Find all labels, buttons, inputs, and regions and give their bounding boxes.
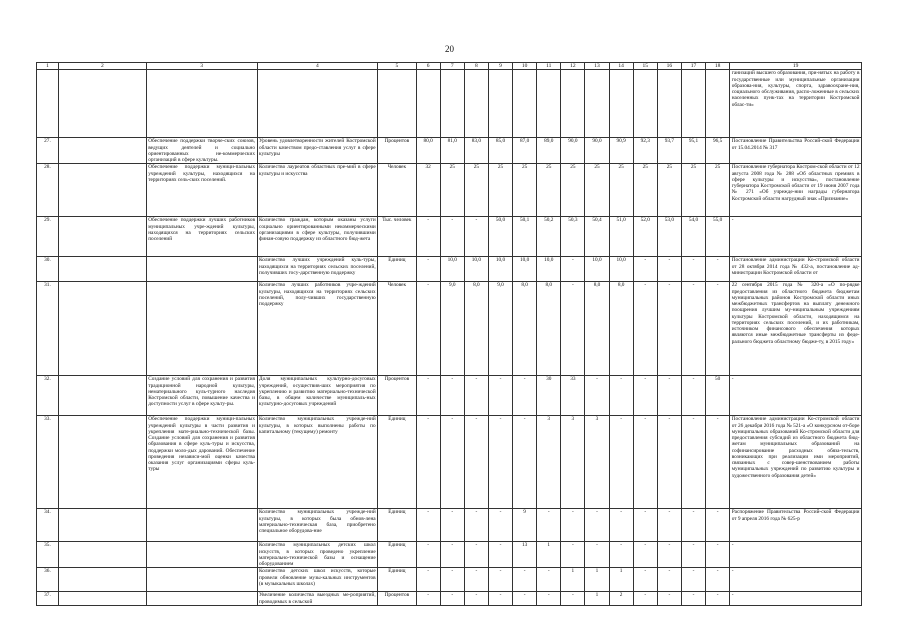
header-cell: 18: [706, 63, 730, 70]
table-cell: 30.: [37, 257, 59, 282]
table-cell: 9: [513, 509, 537, 542]
table-cell: 1: [585, 568, 609, 592]
table-cell: -: [609, 376, 633, 416]
table-cell: -: [681, 257, 705, 282]
table-cell: 50,3: [561, 217, 585, 257]
table-cell: 34.: [37, 509, 59, 542]
table-cell: -: [730, 568, 862, 592]
table-cell: 50: [706, 376, 730, 416]
table-cell: 32: [416, 164, 440, 217]
table-cell: 50,1: [513, 217, 537, 257]
table-cell: 25: [513, 164, 537, 217]
table-cell: Количество лауреатов областных пре-мий в сфере культуры и искусства: [257, 164, 378, 217]
header-cell: 11: [537, 63, 561, 70]
table-cell: [58, 138, 146, 164]
table-cell: -: [416, 509, 440, 542]
table-cell: Количество муниципальных детских школ искусств, в которых проведено укрепление материально-технической базы и оснащение оборудованием: [259, 542, 376, 568]
table-cell: Количество муниципальных учрежде-ний культуры, в которых выполнены работы по капитальному (текущему) ремонту: [257, 416, 378, 509]
table-cell: 31.: [37, 282, 59, 376]
table-cell: -: [633, 568, 657, 592]
table-cell: -: [730, 542, 862, 568]
table-cell: 10,0: [609, 257, 633, 282]
table-cell: -: [633, 509, 657, 542]
table-cell: [488, 70, 512, 138]
table-cell: 8,0: [537, 282, 561, 376]
table-cell: 28.: [37, 164, 59, 217]
table-cell: Постановление администрации Ко-стромской области от 26 декабря 2016 года № 521-а «О конкурсном от-боре муниципальных образований Ко-стромской области для предоставления субсидий из областного бюджета бюд-жетам муниципальных образований на софинансирование расходных обяза-тельств, возникающих при реализации ими мероприятий, связанных с совер-шенствованием работы муниципальных учреждений по развитию культуры и художественного образования детей»: [730, 416, 862, 509]
table-cell: -: [706, 542, 730, 568]
table-cell: Обеспечение поддержки творче-ских союзов, ведущих деятелей и социально ориентированных не-коммерческих организаций в сфере культуры.: [148, 138, 255, 164]
table-cell: 25: [488, 164, 512, 217]
table-cell: [464, 70, 488, 138]
table-cell: [146, 257, 257, 282]
table-cell: -: [681, 592, 705, 606]
table-cell: -: [706, 257, 730, 282]
table-cell: 53,0: [657, 217, 681, 257]
table-cell: [146, 70, 257, 138]
table-cell: Постановление губернатора Костром-ской области от 12 августа 2008 года № 288 «Об областных премиях в сфере культуры и искусства», постановление губернатора Костромской области от 19 июня 2007 года № 271 «Об учрежде-нии награды губернатора Костромской области нагрудный знак «Признание»: [730, 164, 862, 217]
table-cell: 90,0: [561, 138, 585, 164]
table-cell: 50,2: [537, 217, 561, 257]
table-cell: 32.: [37, 376, 59, 416]
table-cell: 8,0: [464, 282, 488, 376]
table-cell: -: [440, 376, 464, 416]
table-cell: -: [537, 568, 561, 592]
table-cell: -: [706, 568, 730, 592]
table-cell: Тыс. человек: [378, 217, 416, 257]
table-cell: [513, 70, 537, 138]
table-row: [37, 70, 862, 138]
table-cell: 22 сентября 2015 года № 320-а «О по-рядке предоставления из областного бюджета бюджетам муниципальных районов Костромской области иных межбюджетных трансфертов на выплату денежного поощрения лучшим му-ниципальным учреждениям культуры Костромской области, находящимся на территориях сельских поселений, и их работникам, источником финансового обеспечения которых являются иные межбюджетные трансферты из феде-рального бюджета областному бюдже-ту, в 2015 году»: [730, 282, 862, 376]
table-cell: 1: [585, 592, 609, 606]
table-cell: 1: [561, 568, 585, 592]
table-cell: -: [561, 509, 585, 542]
table-cell: ганизаций высшего образования, при-нятых на работу в государственные или муниципальные организации образова-ния, культуры, спорта, здравоохране-ния, социального обслуживания, распо-ложенные в сельских населенных пунк-тах на территории Костромской облас-ти»: [730, 70, 862, 138]
table-cell: -: [633, 416, 657, 509]
table-cell: 81,0: [440, 138, 464, 164]
header-cell: 4: [257, 63, 378, 70]
header-cell: 9: [488, 63, 512, 70]
page-number: 20: [445, 44, 454, 54]
table-cell: -: [488, 592, 512, 606]
table-cell: 27.: [37, 138, 59, 164]
table-cell: [146, 568, 257, 592]
header-cell: 1: [37, 63, 59, 70]
header-cell: 3: [146, 63, 257, 70]
table-cell: 36.: [37, 568, 59, 592]
table-cell: -: [561, 257, 585, 282]
table-cell: -: [464, 416, 488, 509]
table-cell: [561, 70, 585, 138]
table-cell: [58, 568, 146, 592]
table-cell: Постановление администрации Ко-стромской области от 28 октября 2014 года № 432-а, постановление ад-министрации Костромской области от: [730, 257, 862, 282]
header-cell: 13: [585, 63, 609, 70]
table-cell: -: [416, 568, 440, 592]
header-cell: 2: [58, 63, 146, 70]
table-cell: Процентов: [378, 592, 416, 606]
table-cell: -: [440, 416, 464, 509]
table-cell: 3: [561, 416, 585, 509]
table-cell: 90,9: [609, 138, 633, 164]
table-cell: [706, 70, 730, 138]
table-cell: -: [657, 592, 681, 606]
table-cell: [58, 592, 146, 606]
table-cell: -: [730, 376, 862, 416]
table-cell: -: [657, 257, 681, 282]
table-cell: [58, 257, 146, 282]
table-cell: -: [513, 416, 537, 509]
header-cell: 14: [609, 63, 633, 70]
table-cell: 55,0: [706, 217, 730, 257]
table-cell: Процентов: [378, 138, 416, 164]
table-cell: -: [416, 592, 440, 606]
table-cell: -: [416, 542, 440, 568]
table-cell: 10,0: [488, 257, 512, 282]
table-cell: -: [706, 592, 730, 606]
table-cell: Обеспечение поддержки муници-пальных учреждений культуры в части развития и укрепления мате-риально-технической базы. Создание условий для сохранения и развития образования в сфере куль-туры и искусства, поддержки моло-дых дарований. Обеспечение проведения независи-мой оценки качества оказания услуг организациями сферы куль-туры: [146, 416, 257, 509]
table-cell: -: [657, 509, 681, 542]
table-cell: -: [730, 592, 862, 606]
table-cell: Доля муниципальных культурно-досуговых учреждений, осуществив-ших мероприятия по укреплению и развитию материально-технической базы, в общем количестве муниципаль-ных культурно-досуговых учреждений: [257, 376, 378, 416]
table-cell: 9,0: [440, 282, 464, 376]
table-cell: -: [681, 542, 705, 568]
table-cell: 37.: [37, 592, 59, 606]
table-cell: 35.: [37, 542, 59, 568]
table-cell: -: [681, 282, 705, 376]
header-cell: 8: [464, 63, 488, 70]
indicators-table: [36, 62, 862, 606]
table-cell: -: [537, 509, 561, 542]
table-cell: 2: [609, 592, 633, 606]
table-cell: [146, 282, 257, 376]
table-cell: -: [561, 282, 585, 376]
table-cell: -: [561, 542, 585, 568]
table-cell: -: [464, 568, 488, 592]
table-cell: [58, 164, 146, 217]
table-cell: [146, 509, 257, 542]
table-cell: 50,0: [488, 217, 512, 257]
table-cell: -: [657, 416, 681, 509]
table-cell: Количество лучших учреждений куль-туры, находящихся на территориях сельских поселений, получивших госу-дарственную поддержку: [257, 257, 378, 282]
table-cell: -: [488, 542, 512, 568]
table-row: [37, 164, 862, 217]
table-cell: 96,5: [706, 138, 730, 164]
table-cell: -: [440, 217, 464, 257]
table-cell: -: [609, 416, 633, 509]
table-row: [37, 568, 862, 592]
table-cell: -: [633, 257, 657, 282]
table-cell: -: [416, 217, 440, 257]
table-cell: 85,0: [488, 138, 512, 164]
table-cell: -: [730, 217, 862, 257]
table-row: [37, 542, 862, 568]
table-cell: Обеспечение поддержки муници-пальных учреждений культуры, находящихся на территориях сель-ских поселений.: [146, 164, 257, 217]
table-cell: Создание условий для сохранения и развития традиционной народной культуры, нематериального куль-турного наследия Костромской области, повышение качества и доступности услуг в сфере культу-ры.: [146, 376, 257, 416]
table-cell: -: [513, 568, 537, 592]
table-cell: Уровень удовлетворенности жителей Костромской области качеством предо-ставления услуг в сфере культуры: [257, 138, 378, 164]
table-cell: Единиц: [378, 568, 416, 592]
table-cell: 25: [609, 164, 633, 217]
table-cell: 52,0: [633, 217, 657, 257]
table-cell: 3: [585, 416, 609, 509]
table-cell: 25: [464, 164, 488, 217]
table-cell: [58, 282, 146, 376]
table-cell: 92,3: [633, 138, 657, 164]
table-cell: 29.: [37, 217, 59, 257]
table-cell: [58, 217, 146, 257]
table-row: [37, 282, 862, 376]
table-cell: -: [537, 592, 561, 606]
table-cell: [58, 542, 146, 568]
table-cell: 87,0: [513, 138, 537, 164]
table-cell: -: [464, 376, 488, 416]
table-cell: -: [609, 509, 633, 542]
table-row: [37, 257, 862, 282]
table-cell: -: [416, 282, 440, 376]
header-cell: 19: [730, 63, 862, 70]
table-cell: -: [633, 376, 657, 416]
table-cell: 33: [561, 376, 585, 416]
table-cell: [58, 70, 146, 138]
table-cell: 83,0: [464, 138, 488, 164]
table-cell: Количество муниципальных учрежде-ний культуры, в которых была обнов-лена материально-техническая база, приобретено специальное оборудова-ние: [257, 509, 378, 542]
table-cell: 90,0: [585, 138, 609, 164]
header-cell: 17: [681, 63, 705, 70]
table-cell: -: [416, 376, 440, 416]
table-cell: -: [706, 282, 730, 376]
table-cell: 25: [633, 164, 657, 217]
table-cell: 25: [681, 164, 705, 217]
table-cell: -: [633, 542, 657, 568]
table-cell: -: [561, 592, 585, 606]
table-cell: [58, 416, 146, 509]
table-cell: -: [585, 542, 609, 568]
table-cell: 25: [561, 164, 585, 217]
table-cell: 8,0: [609, 282, 633, 376]
table-row: [37, 416, 862, 509]
table-cell: -: [488, 568, 512, 592]
table-cell: 51,0: [609, 217, 633, 257]
table-cell: [609, 70, 633, 138]
header-cell: 10: [513, 63, 537, 70]
table-cell: 54,0: [681, 217, 705, 257]
table-cell: Количество граждан, которым оказаны услуги социально ориентированными некоммерческими организациями в сфере культуры, получившими финан-совую поддержку из областного бюд-жета: [257, 217, 378, 257]
table-cell: 10,0: [464, 257, 488, 282]
header-cell: 6: [416, 63, 440, 70]
table-row: [37, 509, 862, 542]
table-cell: [633, 70, 657, 138]
table-cell: Человек: [378, 282, 416, 376]
table-cell: 10,0: [440, 257, 464, 282]
table-cell: -: [440, 568, 464, 592]
table-cell: 10,0: [537, 257, 561, 282]
table-cell: [681, 70, 705, 138]
table-cell: [416, 70, 440, 138]
table-cell: -: [706, 416, 730, 509]
table-cell: 50,4: [585, 217, 609, 257]
table-cell: [146, 542, 257, 568]
table-cell: 80,0: [416, 138, 440, 164]
table-cell: [378, 70, 416, 138]
table-cell: -: [416, 416, 440, 509]
header-cell: 12: [561, 63, 585, 70]
table-cell: -: [513, 376, 537, 416]
table-cell: -: [585, 376, 609, 416]
table-cell: Распоряжение Правительства Россий-ской Федерации от 9 апреля 2016 года № 625-р: [730, 509, 862, 542]
header-cell: 16: [657, 63, 681, 70]
table-cell: [537, 70, 561, 138]
table-cell: -: [488, 509, 512, 542]
header-cell: 15: [633, 63, 657, 70]
table-cell: [257, 70, 378, 138]
table-cell: 8,0: [513, 282, 537, 376]
table-cell: 8,0: [585, 282, 609, 376]
table-cell: -: [706, 509, 730, 542]
table-row: [37, 592, 862, 606]
table-cell: [37, 70, 59, 138]
table-cell: [58, 376, 146, 416]
table-cell: -: [464, 509, 488, 542]
table-cell: Единиц: [378, 509, 416, 542]
table-row: [37, 217, 862, 257]
table-cell: Количество детских школ искусств, которые провели обновление музы-кальных инструментов (в музыкальных школах): [257, 568, 378, 592]
table-cell: [146, 592, 257, 606]
table-row: [37, 376, 862, 416]
table-cell: -: [657, 542, 681, 568]
table-cell: Обеспечение поддержки лучших работников муниципальных учре-ждений культуры, находящихся на территориях сельских поселений: [146, 217, 257, 257]
table-cell: 10,0: [585, 257, 609, 282]
table-cell: 1: [537, 542, 561, 568]
table-cell: -: [633, 592, 657, 606]
table-cell: 30: [537, 376, 561, 416]
table-cell: -: [657, 568, 681, 592]
header-row: [37, 63, 862, 70]
table-cell: [585, 70, 609, 138]
table-cell: 95,1: [681, 138, 705, 164]
table-cell: -: [681, 568, 705, 592]
table-cell: -: [440, 592, 464, 606]
table-cell: Единиц: [378, 542, 416, 568]
table-cell: -: [513, 592, 537, 606]
table-cell: Человек: [378, 164, 416, 217]
table-cell: 13: [513, 542, 537, 568]
table-cell: [657, 70, 681, 138]
table-cell: -: [416, 257, 440, 282]
table-cell: Постановление Правительства Россий-ской Федерации от 15.04.2014 № 317: [730, 138, 862, 164]
table-cell: 25: [537, 164, 561, 217]
table-cell: 25: [440, 164, 464, 217]
table-cell: -: [585, 509, 609, 542]
table-cell: -: [657, 376, 681, 416]
table-row: [37, 138, 862, 164]
table-cell: Увеличение количества выездных ме-роприятий, проводимых в сельской: [259, 592, 376, 605]
table-cell: 10,0: [513, 257, 537, 282]
table-cell: Процентов: [378, 376, 416, 416]
table-cell: -: [464, 542, 488, 568]
table-cell: [440, 70, 464, 138]
table-cell: 9,0: [488, 282, 512, 376]
table-cell: 1: [609, 568, 633, 592]
table-cell: -: [681, 376, 705, 416]
table-cell: 25: [706, 164, 730, 217]
table-cell: -: [681, 416, 705, 509]
table-cell: -: [681, 509, 705, 542]
table-cell: 33.: [37, 416, 59, 509]
table-cell: 93,7: [657, 138, 681, 164]
header-cell: 7: [440, 63, 464, 70]
header-cell: 5: [378, 63, 416, 70]
table-cell: -: [609, 542, 633, 568]
table-cell: 25: [657, 164, 681, 217]
table-cell: -: [633, 282, 657, 376]
table-cell: -: [440, 542, 464, 568]
table-cell: [58, 509, 146, 542]
table-cell: 25: [585, 164, 609, 217]
table-cell: Количество лучших работников учре-ждений культуры, находящихся на территориях сельских поселений, полу-чивших государственную поддержку: [257, 282, 378, 376]
table-cell: -: [657, 282, 681, 376]
table-cell: -: [464, 217, 488, 257]
table-cell: 89,0: [537, 138, 561, 164]
table-cell: Единиц: [378, 416, 416, 509]
table-cell: -: [488, 416, 512, 509]
table-cell: -: [440, 509, 464, 542]
table-cell: -: [488, 376, 512, 416]
table-cell: -: [464, 592, 488, 606]
table-cell: Единиц: [378, 257, 416, 282]
table-cell: 3: [537, 416, 561, 509]
